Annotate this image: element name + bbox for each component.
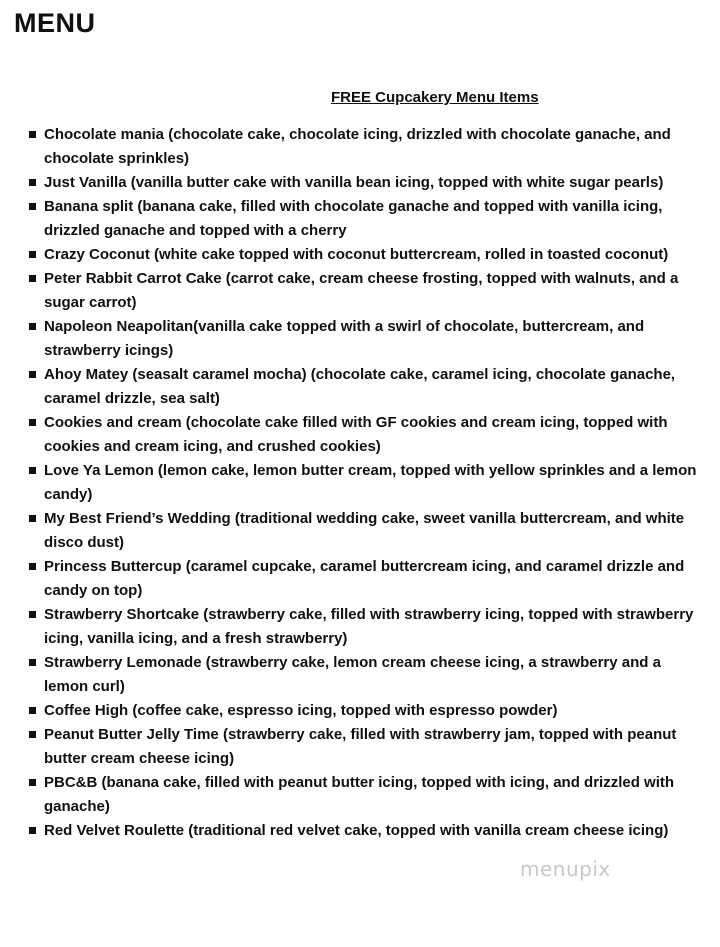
menu-item-text: Peanut Butter Jelly Time (strawberry cake, filled with strawberry jam, topped with peanut butter cream cheese icing) — [44, 726, 677, 767]
menu-item-just-vanilla — [0, 171, 720, 195]
menu-item-strawberry-shortcake — [0, 603, 720, 651]
bullet-icon — [29, 659, 36, 666]
menu-item-pbcb — [0, 771, 720, 819]
menu-item-chocolate-mania — [0, 123, 720, 171]
menu-item-love-ya-lemon — [0, 459, 720, 507]
menu-item-text: Banana split (banana cake, filled with chocolate ganache and topped with vanilla icing, drizzled ganache and topped with a cherry — [44, 198, 663, 239]
menu-item-strawberry-lemonade — [0, 651, 720, 699]
menu-item-red-velvet-roulette — [0, 819, 720, 843]
bullet-icon — [29, 179, 36, 186]
bullet-icon — [29, 467, 36, 474]
bullet-icon — [29, 371, 36, 378]
menu-item-text: Red Velvet Roulette (traditional red velvet cake, topped with vanilla cream cheese icing) — [44, 822, 669, 839]
bullet-icon — [29, 731, 36, 738]
menu-item-text: PBC&B (banana cake, filled with peanut butter icing, topped with icing, and drizzled with ganache) — [44, 774, 675, 815]
menu-item-text: Ahoy Matey (seasalt caramel mocha) (chocolate cake, caramel icing, chocolate ganache, caramel drizzle, sea salt) — [44, 366, 676, 407]
menu-item-text: Napoleon Neapolitan(vanilla cake topped with a swirl of chocolate, buttercream, and strawberry icings) — [44, 318, 645, 359]
menu-item-text: Cookies and cream (chocolate cake filled with GF cookies and cream icing, topped with cookies and cream icing, and crushed cookies) — [44, 414, 668, 455]
menu-item-coffee-high — [0, 699, 720, 723]
menu-item-text: Princess Buttercup (caramel cupcake, caramel buttercream icing, and caramel drizzle and candy on top) — [44, 558, 685, 599]
menu-item-ahoy-matey — [0, 363, 720, 411]
menu-item-text: Chocolate mania (chocolate cake, chocolate icing, drizzled with chocolate ganache, and chocolate sprinkles) — [44, 126, 671, 167]
bullet-icon — [29, 203, 36, 210]
page-title: MENU — [14, 8, 96, 38]
menu-list — [0, 123, 720, 843]
bullet-icon — [29, 779, 36, 786]
bullet-icon — [29, 611, 36, 618]
menu-item-text: Crazy Coconut (white cake topped with coconut buttercream, rolled in toasted coconut) — [44, 246, 669, 263]
menu-item-text: My Best Friend’s Wedding (traditional wedding cake, sweet vanilla buttercream, and white disco dust) — [44, 510, 685, 551]
menu-item-text: Peter Rabbit Carrot Cake (carrot cake, cream cheese frosting, topped with walnuts, and a sugar carrot) — [44, 270, 679, 311]
menu-item-peter-rabbit-carrot-cake — [0, 267, 720, 315]
bullet-icon — [29, 827, 36, 834]
watermark: menupix — [520, 857, 611, 881]
menu-item-text: Just Vanilla (vanilla butter cake with vanilla bean icing, topped with white sugar pearls) — [44, 174, 664, 191]
menu-item-text: Strawberry Shortcake (strawberry cake, filled with strawberry icing, topped with strawberry icing, vanilla icing, and a fresh strawberry) — [44, 606, 694, 647]
menu-item-peanut-butter-jelly-time — [0, 723, 720, 771]
bullet-icon — [29, 707, 36, 714]
bullet-icon — [29, 419, 36, 426]
bullet-icon — [29, 323, 36, 330]
menu-item-crazy-coconut — [0, 243, 720, 267]
bullet-icon — [29, 563, 36, 570]
section-heading: FREE Cupcakery Menu Items — [331, 89, 539, 106]
menu-item-cookies-and-cream — [0, 411, 720, 459]
menu-item-napoleon-neapolitan — [0, 315, 720, 363]
bullet-icon — [29, 515, 36, 522]
menu-item-text: Coffee High (coffee cake, espresso icing, topped with espresso powder) — [44, 702, 558, 719]
menu-item-text: Love Ya Lemon (lemon cake, lemon butter cream, topped with yellow sprinkles and a lemon candy) — [44, 462, 697, 503]
menu-item-text: Strawberry Lemonade (strawberry cake, lemon cream cheese icing, a strawberry and a lemon curl) — [44, 654, 661, 695]
bullet-icon — [29, 131, 36, 138]
menu-item-princess-buttercup — [0, 555, 720, 603]
menu-item-banana-split — [0, 195, 720, 243]
menu-item-my-best-friends-wedding — [0, 507, 720, 555]
bullet-icon — [29, 275, 36, 282]
bullet-icon — [29, 251, 36, 258]
